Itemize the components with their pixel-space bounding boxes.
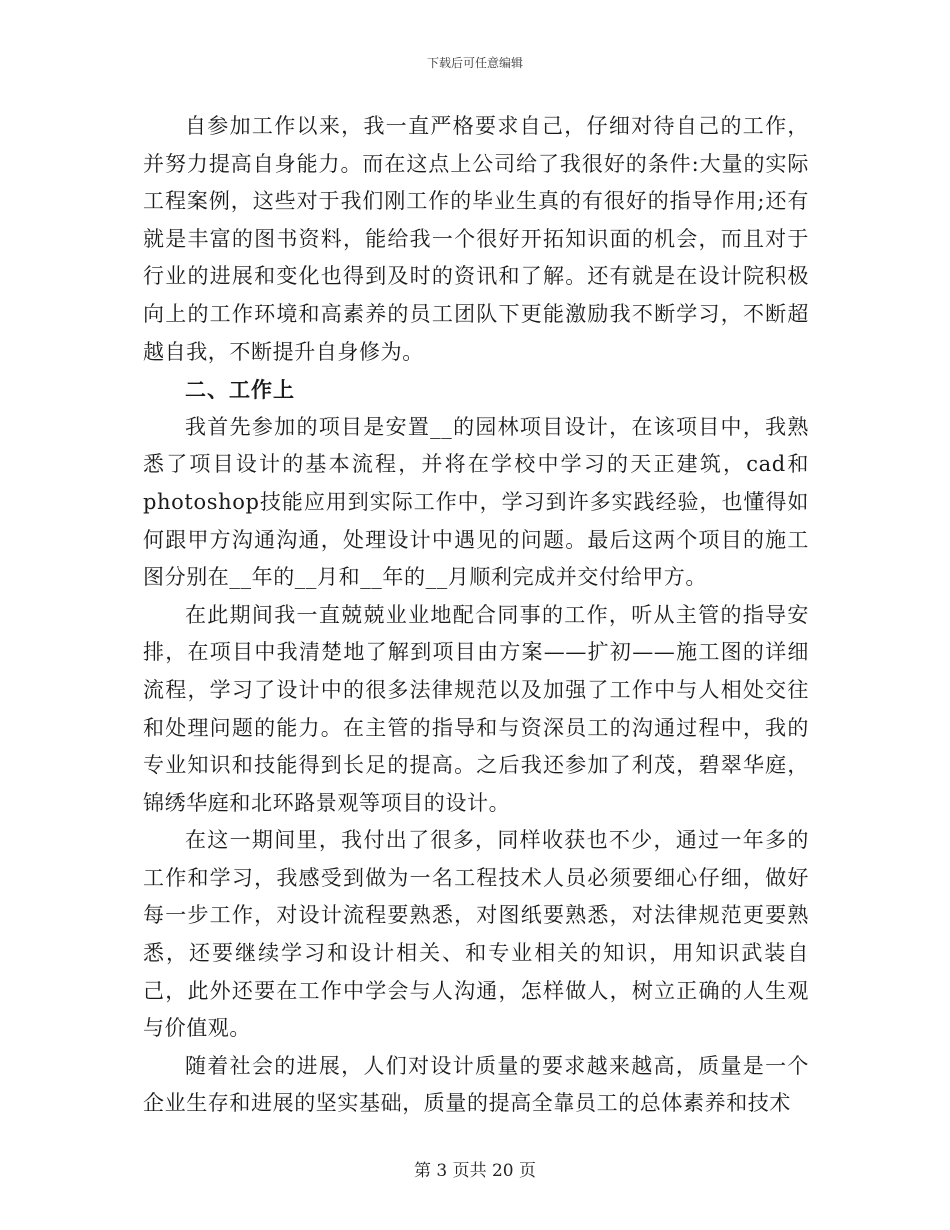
paragraph-first-project: 我首先参加的项目是安置__的园林项目设计，在该项目中，我熟悉了项目设计的基本流程，并将在学校中学习的天正建筑，cad和photoshop技能应用到实际工作中，学习到许多实践经验，也懂得如何跟甲方沟通沟通，处理设计中遇见的问题。最后这两个项目的施工图分别在__年的__月和__年的__月顺利完成并交付给甲方。 [143,414,809,590]
section-heading-work: 二、工作上 [185,377,295,403]
paragraph-reflection: 在这一期间里，我付出了很多，同样收获也不少，通过一年多的工作和学习，我感受到做为一名工程技术人员必须要细心仔细，做好每一步工作，对设计流程要熟悉，对图纸要熟悉，对法律规范更要熟悉，还要继续学习和设计相关、和专业相关的知识，用知识武装自己，此外还要在工作中学会与人沟通，怎样做人，树立正确的人生观与价值观。 [143,828,809,1041]
page-header: 下载后可任意编辑 [426,56,523,70]
paragraph-self-improvement: 自参加工作以来，我一直严格要求自己，仔细对待自己的工作，并努力提高自身能力。而在这点上公司给了我很好的条件:大量的实际工程案例，这些对于我们刚工作的毕业生真的有很好的指导作用;还有就是丰富的图书资料，能给我一个很好开拓知识面的机会，而且对于行业的进展和变化也得到及时的资讯和了解。还有就是在设计院积极向上的工作环境和高素养的员工团队下更能激励我不断学习，不断超越自我，不断提升自身修为。 [143,114,809,364]
page-number: 第 3 页共 20 页 [413,1161,537,1181]
document-body [143,108,809,1123]
paragraph-collaboration: 在此期间我一直兢兢业业地配合同事的工作，听从主管的指导安排，在项目中我清楚地了解到项目由方案——扩初——施工图的详细流程，学习了设计中的很多法律规范以及加强了工作中与人相处交往和处理问题的能力。在主管的指导和与资深员工的沟通过程中，我的专业知识和技能得到长足的提高。之后我还参加了利茂，碧翠华庭，锦绣华庭和北环路景观等项目的设计。 [143,602,809,815]
paragraph-quality: 随着社会的进展，人们对设计质量的要求越来越高，质量是一个企业生存和进展的坚实基础，质量的提高全靠员工的总体素养和技术 [143,1053,809,1116]
